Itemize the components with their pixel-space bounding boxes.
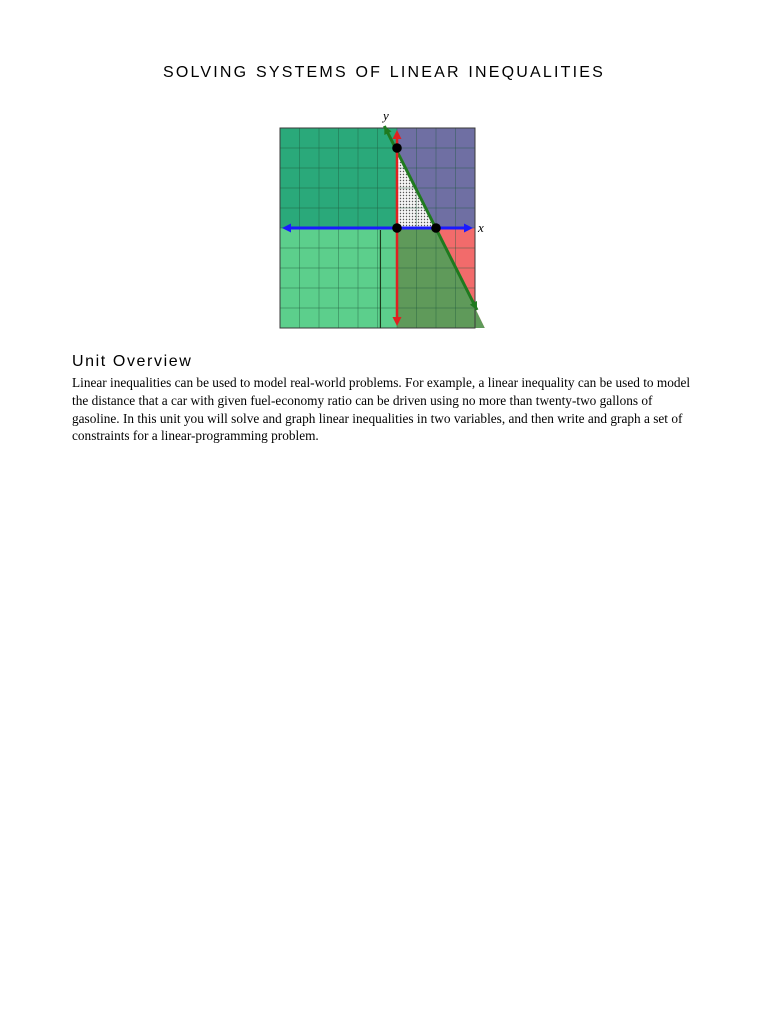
unit-overview-body: Linear inequalities can be used to model real-world problems. For example, a linear inequality can be used to model the distance that a car with given fuel-economy ratio can be driven using no more than twenty-two gallons of gasoline. In this unit you will solve and graph linear inequalities in two variables, and then write and graph a set of constraints for a linear-programming problem. [72, 375, 691, 444]
vertex-point [392, 223, 402, 233]
y-axis-label: y [383, 108, 389, 123]
vertex-point [431, 223, 441, 233]
x-axis-label: x [478, 220, 484, 235]
document-title: SOLVING SYSTEMS OF LINEAR INEQUALITIES [162, 64, 606, 81]
graph-canvas [270, 104, 490, 336]
vertex-point [392, 143, 402, 153]
unit-overview-heading: Unit Overview [72, 353, 193, 370]
inequality-graph [270, 104, 490, 336]
